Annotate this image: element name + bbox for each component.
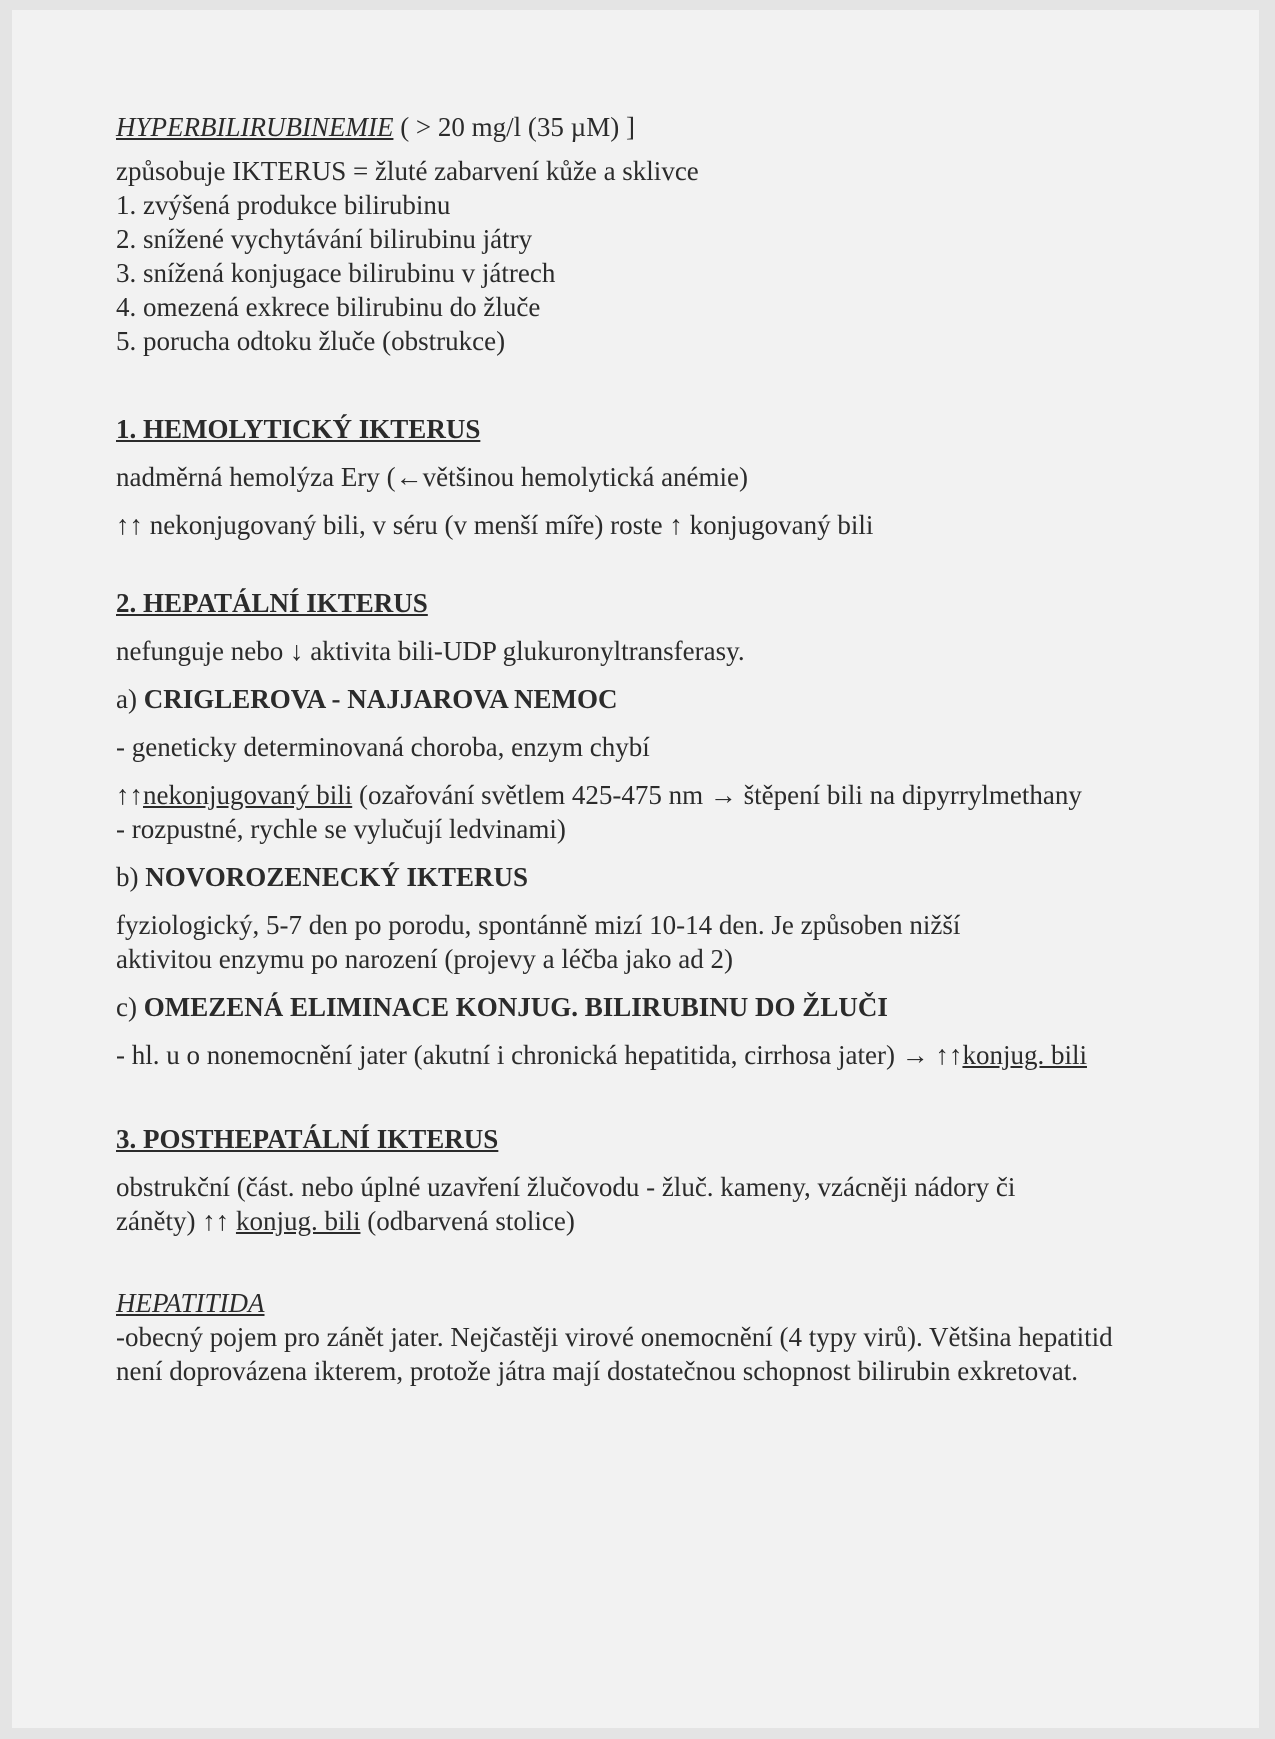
hepatal-a-line3: - rozpustné, rychle se vylučují ledvinami)	[116, 814, 566, 844]
hyper-item-1: 1. zvýšená produkce bilirubinu	[116, 190, 451, 220]
hepatal-a-title: CRIGLEROVA - NAJJAROVA NEMOC	[143, 684, 618, 714]
hemolytic-line1: nadměrná hemolýza Ery (←většinou hemolytická anémie)	[116, 462, 749, 492]
hepatal-c-underlined: konjug. bili	[962, 1040, 1087, 1070]
hepatal-a-arrows: ↑↑	[116, 780, 143, 810]
hepatal-heading: 2. HEPATÁLNÍ IKTERUS	[116, 588, 428, 618]
document-page	[12, 10, 1259, 1728]
hepatal-a-rest: (ozařování světlem 425-475 nm → štěpení bili na dipyrrylmethany	[352, 780, 1082, 810]
hyper-item-5: 5. porucha odtoku žluče (obstrukce)	[116, 326, 506, 356]
hepatal-c-text: - hl. u o nonemocnění jater (akutní i chronická hepatitida, cirrhosa jater) → ↑↑	[116, 1040, 963, 1070]
hepatal-b-prefix: b)	[116, 862, 146, 892]
posthepatal-line2	[116, 1204, 1196, 1238]
hepatal-b-title-line	[116, 860, 1196, 894]
hyper-item-2: 2. snížené vychytávání bilirubinu játry	[116, 224, 533, 254]
hepatal-c-text-line	[116, 1038, 1196, 1072]
hepatal-a-line1: - geneticky determinovaná choroba, enzym chybí	[116, 732, 650, 762]
hepatal-b-title: NOVOROZENECKÝ IKTERUS	[145, 862, 529, 892]
hepatal-a-underlined: nekonjugovaný bili	[143, 780, 353, 810]
hemolytic-line2: ↑↑ nekonjugovaný bili, v séru (v menší míře) roste ↑ konjugovaný bili	[116, 510, 874, 540]
hyper-item-4: 4. omezená exkrece bilirubinu do žluče	[116, 292, 541, 322]
document-content	[116, 110, 1196, 1388]
hyper-title-line	[116, 110, 1196, 144]
hepatal-line1: nefunguje nebo ↓ aktivita bili-UDP glukuronyltransferasy.	[116, 636, 745, 666]
posthepatal-underlined: konjug. bili	[235, 1206, 361, 1236]
hemolytic-heading: 1. HEMOLYTICKÝ IKTERUS	[116, 414, 481, 444]
hepatal-a-line2	[116, 778, 1196, 812]
posthepatal-line2-post: (odbarvená stolice)	[360, 1206, 575, 1236]
hyper-title-suffix: ( > 20 mg/l (35 µM) ]	[393, 112, 635, 142]
hepatal-a-title-line	[116, 682, 1196, 716]
hepatal-b-text: fyziologický, 5-7 den po porodu, spontánně mizí 10-14 den. Je způsoben nižší aktivitou enzymu po narození (projevy a léčba jako ad 2)	[116, 910, 961, 974]
hepatitis-text: -obecný pojem pro zánět jater. Nejčastěji virové onemocnění (4 typy virů). Většina hepatitid není doprovázena ikterem, protože játra mají dostatečnou schopnost bilirubin exkretovat.	[116, 1322, 1113, 1386]
hepatitis-title: HEPATITIDA	[116, 1288, 265, 1318]
posthepatal-heading: 3. POSTHEPATÁLNÍ IKTERUS	[116, 1124, 499, 1154]
hyper-item-3: 3. snížená konjugace bilirubinu v játrech	[116, 258, 556, 288]
hepatal-a-prefix: a)	[116, 684, 144, 714]
posthepatal-line2-pre: záněty) ↑↑	[116, 1206, 236, 1236]
hyper-intro: způsobuje IKTERUS = žluté zabarvení kůže a sklivce	[116, 156, 699, 186]
hepatal-c-title-line	[116, 990, 1196, 1024]
posthepatal-line1: obstrukční (část. nebo úplné uzavření žlučovodu - žluč. kameny, vzácněji nádory či	[116, 1172, 1016, 1202]
hepatal-c-title: OMEZENÁ ELIMINACE KONJUG. BILIRUBINU DO ŽLUČI	[143, 992, 888, 1022]
hepatal-c-prefix: c)	[116, 992, 144, 1022]
hyper-title: HYPERBILIRUBINEMIE	[116, 112, 394, 142]
